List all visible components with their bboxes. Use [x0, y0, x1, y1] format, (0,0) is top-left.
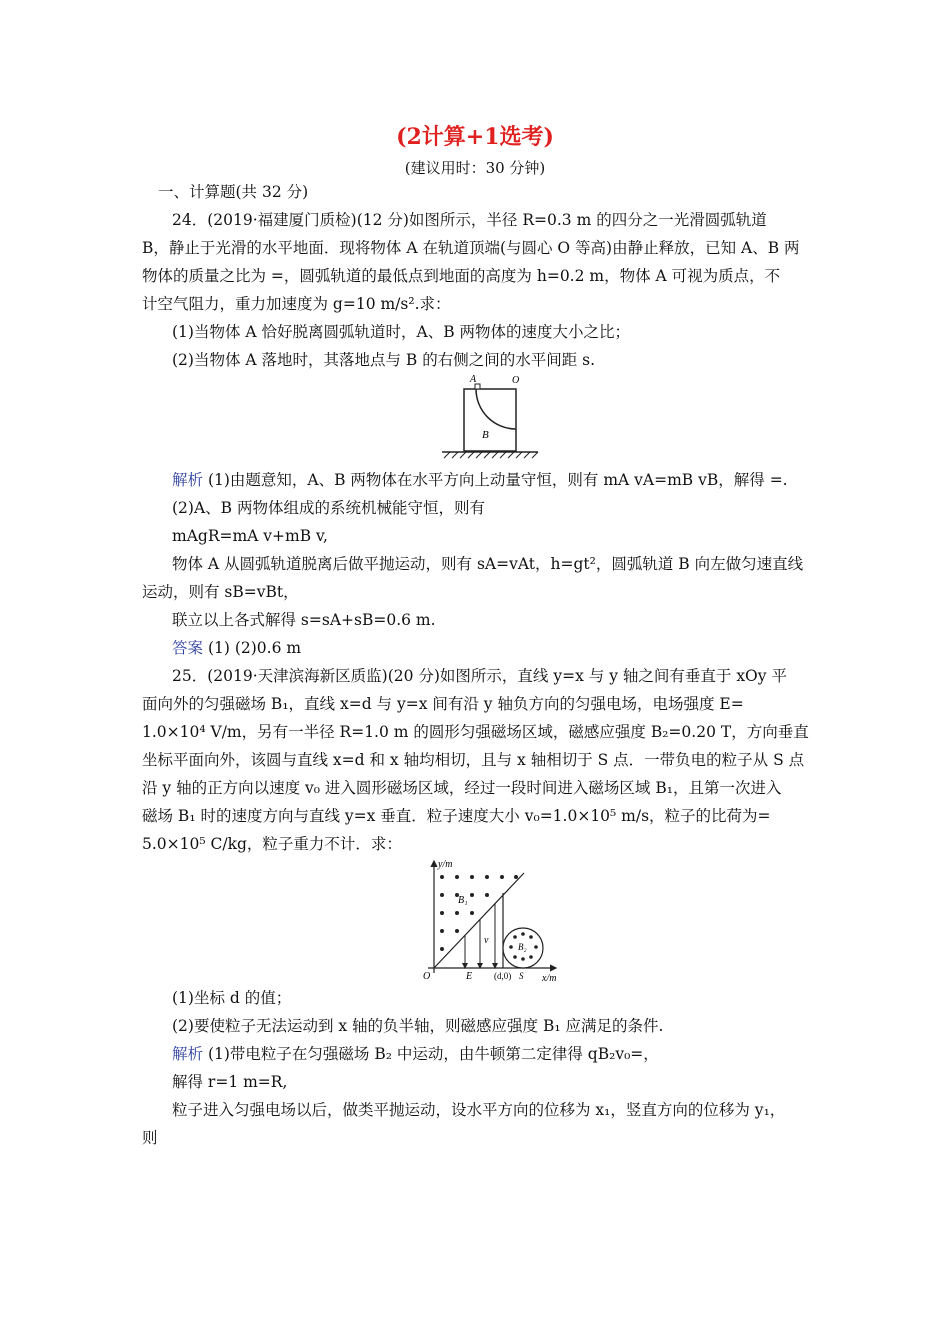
solution-text-1: (1)由题意知，A、B 两物体在水平方向上动量守恒，则有 mA vA=mB vB，解得 =.	[207, 471, 788, 489]
q24-solution-2: (2)A、B 两物体组成的系统机械能守恒，则有	[172, 499, 485, 517]
q25-solution-2: 解得 r=1 m=R,	[172, 1073, 288, 1091]
q24-line-1: 24．(2019·福建厦门质检)(12 分)如图所示，半径 R=0.3 m 的四分之一光滑圆弧轨道	[172, 211, 767, 229]
q24-solution-4: 物体 A 从圆弧轨道脱离后做平抛运动，则有 sA=vAt，h=gt²，圆弧轨道 B 向左做匀速直线	[172, 555, 804, 573]
b1-label: B₁	[458, 895, 468, 906]
solution-label: 解析	[172, 471, 204, 489]
q24-answer	[172, 634, 814, 662]
answer-text: (1) (2)0.6 m	[207, 639, 302, 657]
section-heading: 一、计算题(共 32 分)	[158, 183, 309, 201]
label-b: B	[482, 429, 489, 441]
q25-figure	[410, 855, 570, 985]
v-label: v	[484, 935, 489, 946]
q25-solution-1	[172, 1040, 814, 1068]
q25-line-6: 磁场 B₁ 时的速度方向与直线 y=x 垂直．粒子速度大小 v₀=1.0×10⁵ m/s，粒子的比荷为=	[142, 807, 771, 825]
q24-line-3: 物体的质量之比为 =，圆弧轨道的最低点到地面的高度为 h=0.2 m，物体 A 可视为质点，不	[142, 267, 781, 285]
q25-line-4: 坐标平面向外，该圆与直线 x=d 和 x 轴均相切，且与 x 轴相切于 S 点．一带负电的粒子从 S 点	[142, 751, 805, 769]
q25-line-5: 沿 y 轴的正方向以速度 v₀ 进入圆形磁场区域，经过一段时间进入磁场区域 B₁，且第一次进入	[142, 779, 782, 797]
q24-solution-3: mAgR=mA v+mB v,	[172, 527, 328, 545]
q25-line-1: 25．(2019·天津滨海新区质监)(20 分)如图所示，直线 y=x 与 y 轴之间有垂直于 xOy 平	[172, 667, 787, 685]
q24-solution-6: 联立以上各式解得 s=sA+sB=0.6 m.	[172, 611, 436, 629]
q24-sub-question-2: (2)当物体 A 落地时，其落地点与 B 的右侧之间的水平间距 s.	[172, 351, 596, 369]
origin-label: O	[423, 971, 431, 982]
d0-label: (d,0)	[494, 971, 512, 981]
q25-line-7: 5.0×10⁵ C/kg，粒子重力不计．求：	[142, 835, 402, 853]
q25-line-2: 面向外的匀强磁场 B₁，直线 x=d 与 y=x 间有沿 y 轴负方向的匀强电场，电场强度 E=	[142, 695, 744, 713]
page-subtitle: (建议用时：30 分钟)	[404, 159, 546, 177]
q24-solution-5: 运动，则有 sB=vBt，	[142, 583, 299, 601]
solution-text-1: (1)带电粒子在匀强磁场 B₂ 中运动，由牛顿第二定律得 qB₂v₀=，	[207, 1045, 659, 1063]
page-title: (2计算+1选考)	[396, 124, 554, 150]
b2-label: B₂	[518, 942, 527, 952]
q24-line-4: 计空气阻力，重力加速度为 g=10 m/s².求：	[142, 295, 451, 313]
ground-hatch	[444, 452, 538, 458]
q24-figure	[440, 372, 540, 464]
q24-solution-1	[172, 466, 814, 494]
y-axis-label: y/m	[438, 859, 453, 870]
q25-solution-3: 粒子进入匀强电场以后，做类平抛运动，设水平方向的位移为 x₁，竖直方向的位移为 y₁，	[172, 1101, 786, 1119]
q25-line-3: 1.0×10⁴ V/m，另有一半径 R=1.0 m 的圆形匀强磁场区域，磁感应强度 B₂=0.20 T，方向垂直	[142, 723, 809, 741]
label-a: A	[470, 374, 477, 385]
q25-sub-question-2: (2)要使粒子无法运动到 x 轴的负半轴，则磁感应强度 B₁ 应满足的条件.	[172, 1017, 664, 1035]
e-label: E	[466, 971, 473, 982]
q24-line-2: B，静止于光滑的水平地面．现将物体 A 在轨道顶端(与圆心 O 等高)由静止释放，已知 A、B 两	[142, 239, 800, 257]
solution-label: 解析	[172, 1045, 204, 1063]
q25-solution-4: 则	[142, 1129, 158, 1147]
x-axis-label: x/m	[542, 973, 557, 984]
answer-label: 答案	[172, 639, 204, 657]
q25-sub-question-1: (1)坐标 d 的值；	[172, 989, 292, 1007]
label-o: O	[512, 375, 520, 386]
q24-sub-question-1: (1)当物体 A 恰好脱离圆弧轨道时，A、B 两物体的速度大小之比；	[172, 323, 631, 341]
s-label: S	[519, 971, 524, 981]
